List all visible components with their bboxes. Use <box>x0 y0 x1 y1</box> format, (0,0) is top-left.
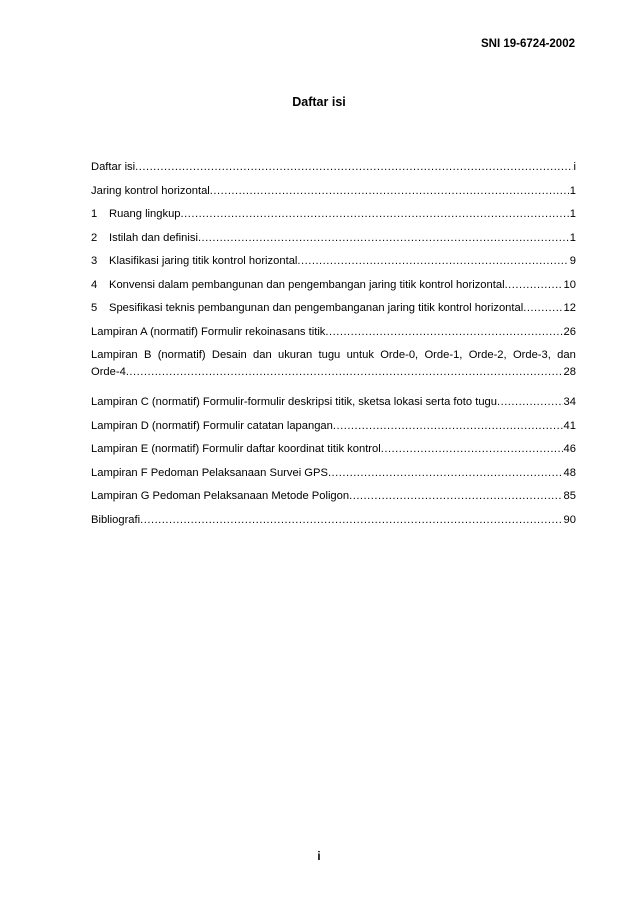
toc-entry-title-line2 <box>91 366 576 396</box>
table-of-contents <box>91 161 576 537</box>
toc-entry-page: 48 <box>563 466 576 479</box>
toc-word: Lampiran <box>91 349 138 361</box>
dot-leader <box>523 302 562 314</box>
toc-word: dan <box>253 349 272 361</box>
toc-entry-istilah[interactable] <box>91 232 576 256</box>
toc-entry-title: Jaring kontrol horizontal <box>91 184 210 197</box>
toc-entry-title: Istilah dan definisi <box>109 231 198 244</box>
toc-entry-page: 9 <box>569 255 576 267</box>
toc-entry-title-line1 <box>91 349 576 366</box>
toc-entry-page: 1 <box>569 184 576 197</box>
toc-word: (normatif) <box>157 349 206 361</box>
dot-leader <box>140 514 562 526</box>
toc-entry-daftar-isi[interactable] <box>91 161 576 185</box>
toc-entry-title: Ruang lingkup <box>109 208 181 220</box>
toc-entry-title: Daftar isi <box>91 161 136 173</box>
toc-word: ukuran <box>277 349 313 361</box>
toc-entry-page: 10 <box>563 278 576 291</box>
toc-entry-page: 26 <box>563 325 576 338</box>
dot-leader <box>349 490 562 502</box>
dot-leader <box>135 161 572 173</box>
toc-entry-page: 46 <box>563 443 576 455</box>
dot-leader <box>497 396 563 408</box>
toc-entry-page: 12 <box>563 302 576 314</box>
toc-entry-title: Lampiran G Pedoman Pelaksanaan Metode Poligon <box>91 490 350 502</box>
toc-word: B <box>143 349 152 361</box>
toc-entry-title: Lampiran F Pedoman Pelaksanaan Survei GPS <box>91 466 328 479</box>
dot-leader <box>198 232 569 244</box>
toc-entry-klasifikasi[interactable] <box>91 255 576 279</box>
toc-entry-number: 1 <box>91 208 98 220</box>
toc-entry-title: Lampiran E (normatif) Formulir daftar koordinat titik kontrol <box>91 443 381 455</box>
standard-code: SNI 19-6724-2002 <box>481 38 575 50</box>
toc-word: Desain <box>211 349 247 361</box>
dot-leader <box>126 366 563 378</box>
toc-entry-lampiran-e[interactable] <box>91 443 576 467</box>
toc-entry-spesifikasi[interactable] <box>91 302 576 326</box>
toc-word: Orde-3, <box>512 349 551 361</box>
toc-entry-title: Lampiran D (normatif) Formulir catatan lapangan <box>91 419 333 432</box>
toc-entry-page: 28 <box>563 366 576 378</box>
toc-entry-title: Orde-4 <box>91 366 126 378</box>
toc-word: Orde-2, <box>468 349 507 361</box>
dot-leader <box>181 208 569 220</box>
toc-word: tugu <box>318 349 341 361</box>
toc-entry-page: 85 <box>563 490 576 502</box>
toc-entry-title: Bibliografi <box>91 513 141 526</box>
dot-leader <box>333 420 563 432</box>
toc-word: Orde-1, <box>424 349 463 361</box>
dot-leader <box>381 443 563 455</box>
toc-entry-page: 90 <box>563 513 576 526</box>
toc-entry-number: 3 <box>91 255 98 267</box>
toc-entry-title: Klasifikasi jaring titik kontrol horizontal <box>109 255 298 267</box>
toc-entry-number: 4 <box>91 278 98 291</box>
dot-leader <box>505 279 563 291</box>
toc-entry-lampiran-a[interactable] <box>91 326 576 350</box>
toc-entry-title: Lampiran A (normatif) Formulir rekoinasans titik <box>91 325 326 338</box>
toc-entry-title: Konvensi dalam pembangunan dan pengembangan jaring titik kontrol horizontal <box>109 278 505 291</box>
toc-entry-page: 41 <box>563 419 576 432</box>
toc-entry-page: i <box>573 161 576 173</box>
toc-entry-page: 1 <box>569 208 576 220</box>
toc-entry-jaring-kontrol[interactable] <box>91 185 576 209</box>
toc-entry-bibliografi[interactable] <box>91 514 576 538</box>
toc-word: untuk <box>346 349 374 361</box>
toc-word: dan <box>557 349 576 361</box>
toc-word: Orde-0, <box>380 349 419 361</box>
toc-entry-konvensi[interactable] <box>91 279 576 303</box>
toc-entry-lampiran-b[interactable] <box>91 349 576 396</box>
toc-entry-title: Spesifikasi teknis pembangunan dan pengembanganan jaring titik kontrol horizontal <box>109 302 524 314</box>
toc-entry-lampiran-d[interactable] <box>91 420 576 444</box>
page-title: Daftar isi <box>292 95 346 109</box>
toc-entry-page: 1 <box>569 231 576 244</box>
dot-leader <box>325 326 562 338</box>
toc-entry-lampiran-c[interactable] <box>91 396 576 420</box>
toc-entry-lampiran-g[interactable] <box>91 490 576 514</box>
toc-entry-ruang-lingkup[interactable] <box>91 208 576 232</box>
toc-entry-title: Lampiran C (normatif) Formulir-formulir deskripsi titik, sketsa lokasi serta foto tugu <box>91 396 497 408</box>
dot-leader <box>297 255 568 267</box>
toc-entry-number: 5 <box>91 302 98 314</box>
dot-leader <box>210 185 569 197</box>
page-number: i <box>317 851 321 863</box>
toc-entry-number: 2 <box>91 231 98 244</box>
toc-entry-lampiran-f[interactable] <box>91 467 576 491</box>
dot-leader <box>328 467 563 479</box>
toc-entry-page: 34 <box>563 396 576 408</box>
